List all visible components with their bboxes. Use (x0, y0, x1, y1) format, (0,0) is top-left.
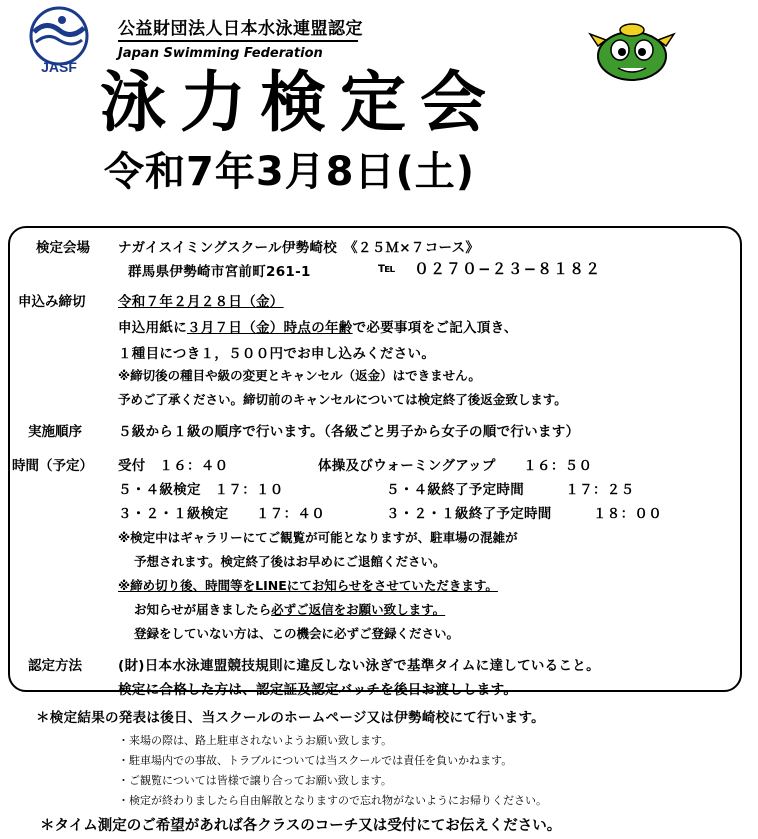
warmup-time: 体操及びウォーミングアップ １６：５０ (318, 458, 593, 474)
method-line2: 検定に合格した方は、認定証及認定バッチを後日お渡しします。 (118, 682, 518, 698)
logo-text: JASF (41, 59, 77, 75)
footer-note-1: ・来場の際は、路上駐車されないようお願い致します。 (118, 734, 393, 747)
phone-icon: ℡ (378, 260, 396, 276)
venue-label: 検定会場 (36, 240, 90, 256)
time-label: 時間（予定） (12, 458, 93, 474)
event-date: 令和7年3月8日(土) (104, 149, 476, 195)
order-label: 実施順序 (28, 424, 82, 440)
result-announcement: ＊検定結果の発表は後日、当スクールのホームページ又は伊勢崎校にて行います。 (36, 710, 545, 726)
method-label: 認定方法 (28, 658, 82, 674)
deadline-date: 令和７年２月２８日（金） (118, 294, 284, 310)
venue-address: 群馬県伊勢崎市宮前町261-1 (128, 264, 311, 280)
method-line1: (財)日本水泳連盟競技規則に違反しない泳ぎで基準タイムに達していること。 (118, 658, 600, 674)
gallery-note-1: ※検定中はギャラリーにてご観覧が可能となりますが、駐車場の混雑が (118, 530, 518, 545)
deadline-label: 申込み締切 (18, 294, 86, 310)
gallery-note-2: 予想されます。検定終了後はお早めにご退館ください。 (134, 554, 446, 569)
mascot-illustration (584, 16, 680, 88)
grade-5-4-end: ５・４級終了予定時間 １７：２５ (386, 482, 635, 498)
jasf-logo (16, 6, 102, 76)
time-request-note: ＊タイム測定のご希望があれば各クラスのコーチ又は受付にてお伝えください。 (40, 818, 562, 834)
deadline-note1: ※締切後の種目や級の変更とキャンセル（返金）はできません。 (118, 368, 481, 383)
grade-5-4-start: ５・４級検定 １７：１０ (118, 482, 284, 498)
reception-time: 受付 １６：４０ (118, 458, 229, 474)
deadline-fee: １種目につき１，５００円でお申し込みください。 (118, 346, 436, 362)
organization-name: 公益財団法人日本水泳連盟認定 (118, 19, 363, 39)
footer-note-2: ・駐車場内での事故、トラブルについては当スクールでは責任を負いかねます。 (118, 754, 513, 767)
grade-3-2-1-start: ３・２・１級検定 １７：４０ (118, 506, 325, 522)
organization-divider (118, 40, 358, 42)
grade-3-2-1-end: ３・２・１級終了予定時間 １８：００ (386, 506, 662, 522)
line-note-3: 登録をしていない方は、この機会に必ずご登録ください。 (134, 626, 460, 641)
deadline-line1: 申込用紙に３月７日（金）時点の年齢で必要事項をご記入頂き、 (118, 320, 518, 336)
deadline-note2: 予めご了承ください。締切前のキャンセルについては検定終了後返金致します。 (118, 392, 567, 407)
page-title: 泳力検定会 (100, 64, 500, 141)
venue-phone: ０２７０−２３−８１８２ (414, 260, 602, 278)
order-text: ５級から１級の順序で行います。（各級ごと男子から女子の順で行います） (118, 424, 580, 440)
line-note-1: ※締め切り後、時間等をLINEにてお知らせをさせていただきます。 (118, 578, 498, 593)
organization-english-name: Japan Swimming Federation (118, 46, 323, 61)
footer-note-4: ・検定が終わりましたら自由解散となりますので忘れ物がないようにお帰りください。 (118, 794, 547, 807)
venue-name: ナガイスイミングスクール伊勢崎校 《２５Ｍ×７コース》 (118, 240, 480, 256)
line-note-2: お知らせが届きましたら必ずご返信をお願い致します。 (134, 602, 446, 617)
footer-note-3: ・ご観覧については皆様で譲り合ってお願い致します。 (118, 774, 392, 787)
